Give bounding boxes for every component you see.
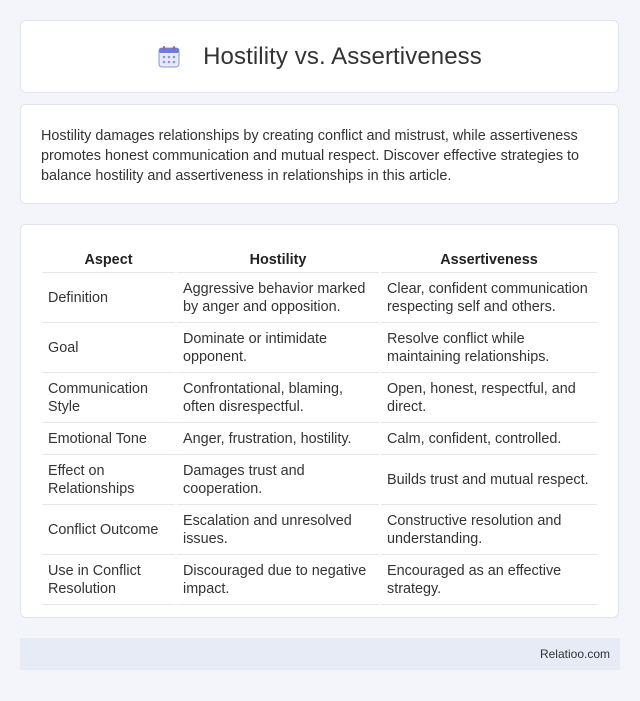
cell-aspect: Definition (42, 273, 175, 323)
table-row (42, 455, 597, 505)
calendar-icon (157, 45, 181, 69)
cell-hostility: Dominate or intimidate opponent. (177, 323, 379, 373)
cell-aspect: Communication Style (42, 373, 175, 423)
cell-assertiveness: Clear, confident communication respecting self and others. (381, 273, 597, 323)
comparison-card (20, 224, 619, 618)
cell-hostility: Escalation and unresolved issues. (177, 505, 379, 555)
cell-assertiveness: Resolve conflict while maintaining relationships. (381, 323, 597, 373)
cell-assertiveness: Builds trust and mutual respect. (381, 455, 597, 505)
title-card (20, 20, 619, 93)
intro-card (20, 104, 619, 204)
column-header-aspect: Aspect (42, 245, 175, 273)
cell-aspect: Emotional Tone (42, 423, 175, 455)
table-row (42, 423, 597, 455)
cell-hostility: Confrontational, blaming, often disrespectful. (177, 373, 379, 423)
table-row (42, 373, 597, 423)
cell-aspect: Conflict Outcome (42, 505, 175, 555)
intro-paragraph: Hostility damages relationships by creating conflict and mistrust, while assertiveness promotes honest communication and mutual respect. Discover effective strategies to balance hostility and assertiveness in relationships in this article. (41, 128, 580, 184)
cell-hostility: Anger, frustration, hostility. (177, 423, 379, 455)
cell-hostility: Discouraged due to negative impact. (177, 555, 379, 605)
cell-aspect: Goal (42, 323, 175, 373)
cell-hostility: Aggressive behavior marked by anger and opposition. (177, 273, 379, 323)
column-header-hostility: Hostility (177, 245, 379, 273)
table-row (42, 273, 597, 323)
footer-site-link[interactable]: Relatioo.com (539, 647, 610, 661)
cell-hostility: Damages trust and cooperation. (177, 455, 379, 505)
cell-assertiveness: Calm, confident, controlled. (381, 423, 597, 455)
table-row (42, 555, 597, 605)
cell-assertiveness: Constructive resolution and understanding. (381, 505, 597, 555)
cell-aspect: Effect on Relationships (42, 455, 175, 505)
footer (20, 638, 620, 670)
table-row (42, 323, 597, 373)
comparison-table (40, 245, 599, 605)
column-header-assertiveness: Assertiveness (381, 245, 597, 273)
cell-assertiveness: Open, honest, respectful, and direct. (381, 373, 597, 423)
cell-assertiveness: Encouraged as an effective strategy. (381, 555, 597, 605)
table-header-row (42, 245, 597, 273)
table-row (42, 505, 597, 555)
page-title: Hostility vs. Assertiveness (203, 42, 482, 70)
cell-aspect: Use in Conflict Resolution (42, 555, 175, 605)
